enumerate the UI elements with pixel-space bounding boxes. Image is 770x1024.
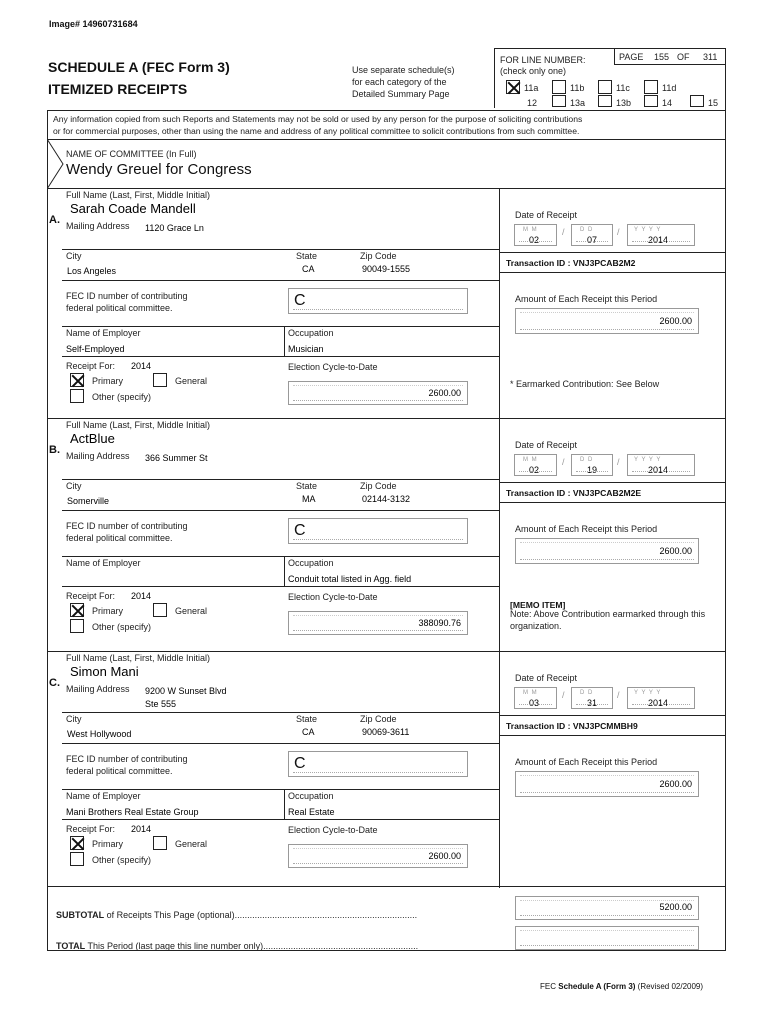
month-value: 02 (529, 465, 540, 475)
fec-id-label-1: FEC ID number of contributing (66, 521, 188, 531)
fec-id-label-2: federal political committee. (66, 533, 173, 543)
form-footer: FEC Schedule A (Form 3) (Revised 02/2009) (540, 982, 704, 991)
fec-id-field[interactable] (288, 751, 468, 777)
page-total: 311 (703, 52, 718, 62)
note-text-2: organization. (510, 621, 562, 631)
transaction-id: Transaction ID : VNJ3PCAB2M2E (506, 488, 642, 498)
date-divider (499, 482, 726, 483)
form-title: SCHEDULE A (FEC Form 3) (48, 59, 230, 75)
occupation-label: Occupation (288, 558, 334, 568)
primary-checkbox[interactable] (70, 836, 84, 850)
city-divider (62, 510, 499, 511)
state-value[interactable]: CA (302, 264, 315, 274)
year-value: 2014 (648, 698, 669, 708)
amount-value: 2600.00 (659, 316, 692, 326)
city-value[interactable]: West Hollywood (67, 729, 132, 739)
check-x-icon (507, 81, 521, 95)
note-text: * Earmarked Contribution: See Below (510, 379, 660, 389)
day-hint: D D (580, 457, 594, 463)
page-number: 155 (654, 52, 670, 62)
primary-label: Primary (92, 376, 123, 386)
check-x-icon (71, 374, 85, 388)
full-name-label: Full Name (Last, First, Middle Initial) (66, 190, 211, 200)
state-value[interactable]: CA (302, 727, 315, 737)
line-11d-checkbox[interactable] (644, 80, 658, 94)
city-label: City (66, 251, 82, 261)
year-field[interactable] (627, 454, 695, 476)
transaction-divider (499, 272, 726, 273)
general-label: General (175, 606, 208, 616)
year-value: 2014 (648, 465, 669, 475)
fec-id-prefix: C (294, 522, 306, 539)
line-11a-checkbox[interactable] (506, 80, 520, 94)
date-slash-2: / (617, 690, 620, 700)
month-value: 02 (529, 235, 540, 245)
employer-label: Name of Employer (66, 791, 141, 801)
occupation-value[interactable]: Musician (288, 344, 324, 354)
instruction-line-3: Detailed Summary Page (352, 89, 450, 99)
line-15-checkbox[interactable] (690, 95, 704, 107)
contributor-name[interactable]: ActBlue (70, 431, 115, 446)
line-14-label: 14 (662, 98, 673, 108)
contributor-name[interactable]: Simon Mani (70, 664, 139, 679)
day-hint: D D (580, 227, 594, 233)
total-field[interactable] (515, 926, 699, 950)
line-11c-checkbox[interactable] (598, 80, 612, 94)
cycle-to-date-label: Election Cycle-to-Date (288, 362, 378, 372)
employer-occupation-divider (284, 789, 285, 819)
general-checkbox[interactable] (153, 603, 167, 617)
line-13a-checkbox[interactable] (552, 95, 566, 107)
line-15-label: 15 (708, 98, 719, 108)
other-label: Other (specify) (92, 392, 152, 402)
year-hint: Y Y Y Y (634, 227, 662, 233)
other-checkbox[interactable] (70, 389, 84, 403)
date-slash-1: / (562, 690, 565, 700)
date-of-receipt-label: Date of Receipt (515, 440, 578, 450)
subtotal-label: SUBTOTAL of Receipts This Page (optional)......................................................................... (56, 910, 418, 920)
amount-field[interactable] (515, 771, 699, 797)
general-label: General (175, 839, 208, 849)
amount-value: 2600.00 (659, 546, 692, 556)
line-12-label: 12 (527, 98, 538, 108)
state-label: State (296, 714, 318, 724)
month-hint: M M (523, 690, 538, 696)
general-checkbox[interactable] (153, 836, 167, 850)
contributor-name[interactable]: Sarah Coade Mandell (70, 201, 196, 216)
zip-value[interactable]: 90049-1555 (362, 264, 411, 274)
year-value: 2014 (648, 235, 669, 245)
check-x-icon (71, 604, 85, 618)
date-slash-1: / (562, 227, 565, 237)
receipt-for-year[interactable]: 2014 (131, 824, 152, 834)
instruction-line-2: for each category of the (352, 77, 447, 87)
fec-divider (62, 326, 499, 327)
line-11d-label: 11d (662, 83, 677, 93)
instruction-line-1: Use separate schedule(s) (352, 65, 455, 75)
memo-title: [MEMO ITEM] (510, 600, 566, 610)
amount-label: Amount of Each Receipt this Period (515, 294, 658, 304)
amount-value: 2600.00 (659, 779, 692, 789)
zip-value[interactable]: 02144-3132 (362, 494, 411, 504)
fec-id-prefix: C (294, 755, 306, 772)
employer-label: Name of Employer (66, 558, 141, 568)
mailing-address-line-1[interactable]: 1120 Grace Ln (145, 223, 204, 233)
receipt-for-year[interactable]: 2014 (131, 361, 152, 371)
line-13b-label: 13b (616, 98, 632, 108)
cycle-to-date-field[interactable] (288, 611, 468, 635)
fec-id-label-1: FEC ID number of contributing (66, 754, 188, 764)
committee-label: NAME OF COMMITTEE (In Full) (66, 149, 197, 159)
zip-label: Zip Code (360, 714, 397, 724)
fec-id-prefix: C (294, 292, 306, 309)
note-text: Note: Above Contribution earmarked through this (510, 609, 706, 619)
check-x-icon (71, 837, 85, 851)
employer-value[interactable]: Self-Employed (66, 344, 125, 354)
city-value[interactable]: Somerville (67, 496, 110, 506)
employer-divider (62, 819, 499, 820)
other-checkbox[interactable] (70, 852, 84, 866)
fec-divider (62, 556, 499, 557)
cycle-to-date-field[interactable] (288, 381, 468, 405)
receipt-for-year[interactable]: 2014 (131, 591, 152, 601)
committee-arrow-icon (47, 139, 65, 189)
total-label: TOTAL This Period (last page this line number only).............................................................. (56, 941, 419, 951)
full-name-label: Full Name (Last, First, Middle Initial) (66, 420, 211, 430)
line-11b-label: 11b (570, 83, 585, 93)
employer-divider (62, 356, 499, 357)
other-label: Other (specify) (92, 855, 152, 865)
entry-separator (47, 651, 726, 652)
date-slash-1: / (562, 457, 565, 467)
day-field[interactable] (571, 687, 613, 709)
occupation-value[interactable]: Conduit total listed in Agg. field (288, 574, 412, 584)
entry-letter: C. (49, 677, 60, 689)
entry-letter: B. (49, 444, 60, 456)
occupation-label: Occupation (288, 328, 334, 338)
day-hint: D D (580, 690, 594, 696)
year-field[interactable] (627, 224, 695, 246)
cycle-to-date-label: Election Cycle-to-Date (288, 825, 378, 835)
receipt-for-label: Receipt For: (66, 591, 116, 601)
line-12-checkbox[interactable] (506, 95, 520, 107)
transaction-id: Transaction ID : VNJ3PCAB2M2 (506, 258, 636, 268)
occupation-label: Occupation (288, 791, 334, 801)
day-value: 07 (587, 235, 598, 245)
year-hint: Y Y Y Y (634, 690, 662, 696)
date-divider (499, 252, 726, 253)
month-value: 03 (529, 698, 540, 708)
employer-label: Name of Employer (66, 328, 141, 338)
city-label: City (66, 714, 82, 724)
employer-divider (62, 586, 499, 587)
month-field[interactable] (514, 687, 557, 709)
cycle-to-date-value: 2600.00 (428, 851, 461, 861)
amount-field[interactable] (515, 308, 699, 334)
state-label: State (296, 481, 318, 491)
cycle-to-date-label: Election Cycle-to-Date (288, 592, 378, 602)
mailing-address-label: Mailing Address (66, 684, 130, 694)
line-11c-label: 11c (616, 83, 630, 93)
notice-line-2: or for commercial purposes, other than using the name and address of any political committee to solicit contributions from such committee. (53, 126, 580, 136)
committee-name: Wendy Greuel for Congress (66, 161, 252, 178)
state-label: State (296, 251, 318, 261)
line-13b-checkbox[interactable] (598, 95, 612, 107)
address-divider (62, 712, 499, 713)
month-hint: M M (523, 457, 538, 463)
employer-occupation-divider (284, 556, 285, 586)
month-hint: M M (523, 227, 538, 233)
zip-value[interactable]: 90069-3611 (362, 727, 410, 737)
line-13a-label: 13a (570, 98, 586, 108)
primary-label: Primary (92, 606, 123, 616)
zip-label: Zip Code (360, 251, 397, 261)
mailing-address-line-1[interactable]: 9200 W Sunset Blvd (145, 686, 227, 696)
amount-label: Amount of Each Receipt this Period (515, 524, 658, 534)
full-name-label: Full Name (Last, First, Middle Initial) (66, 653, 211, 663)
mailing-address-label: Mailing Address (66, 221, 130, 231)
line-11a-label: 11a (524, 83, 539, 93)
general-checkbox[interactable] (153, 373, 167, 387)
amount-field[interactable] (515, 538, 699, 564)
transaction-divider (499, 735, 726, 736)
cycle-to-date-value: 388090.76 (418, 618, 461, 628)
fec-id-field[interactable] (288, 518, 468, 544)
city-divider (62, 280, 499, 281)
image-id: Image# 14960731684 (49, 19, 138, 29)
cycle-to-date-value: 2600.00 (428, 388, 461, 398)
entry-separator (47, 418, 726, 419)
check-one-label: (check only one) (500, 66, 567, 76)
city-value[interactable]: Los Angeles (67, 266, 117, 276)
form-subtitle: ITEMIZED RECEIPTS (48, 81, 188, 97)
general-label: General (175, 376, 208, 386)
day-value: 31 (587, 698, 598, 708)
line-11b-checkbox[interactable] (552, 80, 566, 94)
occupation-value[interactable]: Real Estate (288, 807, 335, 817)
month-field[interactable] (514, 454, 557, 476)
zip-label: Zip Code (360, 481, 397, 491)
of-label: OF (677, 52, 690, 62)
day-field[interactable] (571, 454, 613, 476)
primary-checkbox[interactable] (70, 373, 84, 387)
employer-occupation-divider (284, 326, 285, 356)
month-field[interactable] (514, 224, 557, 246)
fec-id-field[interactable] (288, 288, 468, 314)
year-field[interactable] (627, 687, 695, 709)
other-label: Other (specify) (92, 622, 152, 632)
page-label: PAGE (619, 52, 644, 62)
entry-letter: A. (49, 214, 60, 226)
fec-id-label-1: FEC ID number of contributing (66, 291, 188, 301)
city-divider (62, 743, 499, 744)
mailing-address-line-2[interactable]: Ste 555 (145, 699, 177, 709)
state-value[interactable]: MA (302, 494, 316, 504)
fec-divider (62, 789, 499, 790)
subtotal-value: 5200.00 (659, 902, 692, 912)
date-of-receipt-label: Date of Receipt (515, 210, 578, 220)
primary-checkbox[interactable] (70, 603, 84, 617)
for-line-label: FOR LINE NUMBER: (500, 55, 586, 65)
date-slash-2: / (617, 457, 620, 467)
mailing-address-label: Mailing Address (66, 451, 130, 461)
receipt-for-label: Receipt For: (66, 824, 116, 834)
other-checkbox[interactable] (70, 619, 84, 633)
subtotal-field[interactable] (515, 896, 699, 920)
primary-label: Primary (92, 839, 123, 849)
cycle-to-date-field[interactable] (288, 844, 468, 868)
transaction-divider (499, 502, 726, 503)
receipt-for-label: Receipt For: (66, 361, 116, 371)
date-divider (499, 715, 726, 716)
year-hint: Y Y Y Y (634, 457, 662, 463)
address-divider (62, 249, 499, 250)
line-14-checkbox[interactable] (644, 95, 658, 107)
employer-value[interactable]: Mani Brothers Real Estate Group (66, 807, 199, 817)
date-slash-2: / (617, 227, 620, 237)
date-of-receipt-label: Date of Receipt (515, 673, 578, 683)
mailing-address-line-1[interactable]: 366 Summer St (145, 453, 208, 463)
address-divider (62, 479, 499, 480)
notice-line-1: Any information copied from such Reports and Statements may not be sold or used by any person for the purpose of soliciting contributions (53, 114, 583, 124)
day-value: 19 (587, 465, 598, 475)
fec-id-label-2: federal political committee. (66, 303, 173, 313)
transaction-id: Transaction ID : VNJ3PCMMBH9 (506, 721, 638, 731)
city-label: City (66, 481, 82, 491)
fec-id-label-2: federal political committee. (66, 766, 173, 776)
amount-label: Amount of Each Receipt this Period (515, 757, 658, 767)
day-field[interactable] (571, 224, 613, 246)
